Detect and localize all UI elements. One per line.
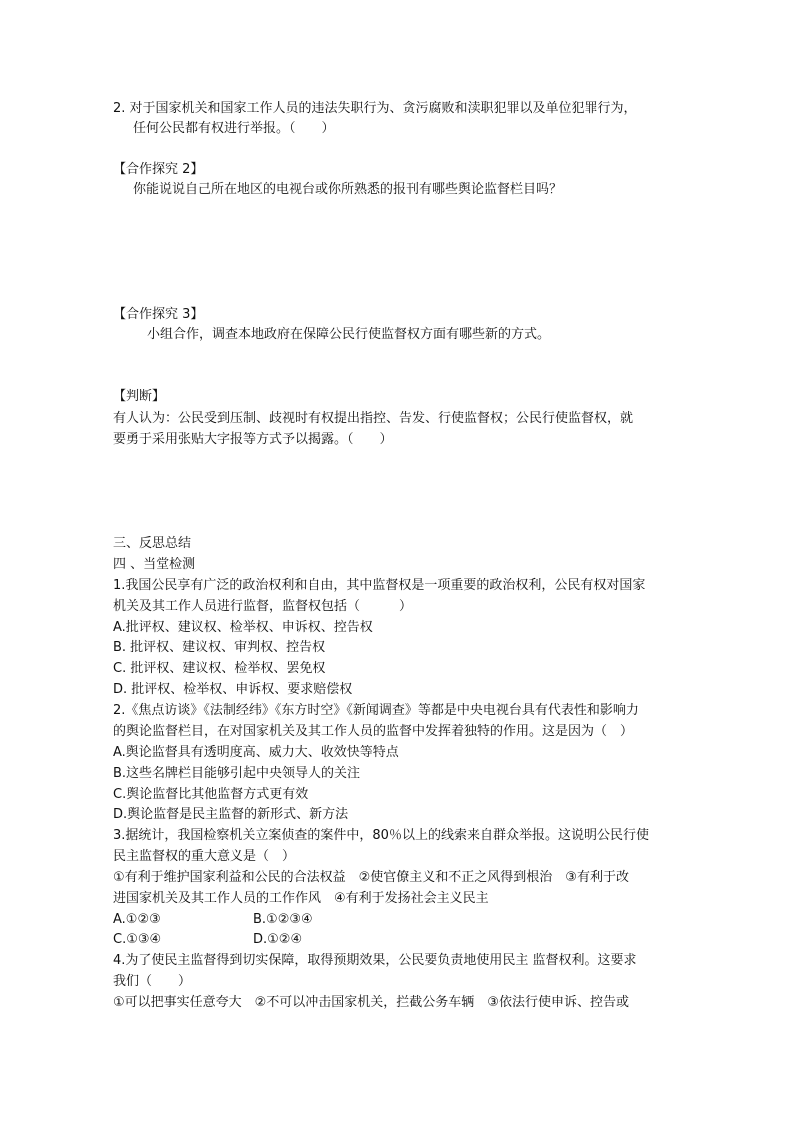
test-q2-option-a: A.舆论监督具有透明度高、威力大、收效快等特点	[113, 745, 399, 760]
heading-reflection-summary: 三、反思总结	[113, 536, 192, 551]
test-q1-option-c: C. 批评权、建议权、检举权、罢免权	[113, 661, 326, 676]
heading-cooperative-explore-2: 【合作探究 2】	[113, 162, 204, 177]
test-q3-option-c: C.①③④	[113, 932, 162, 947]
test-q2-option-b: B.这些名牌栏目能够引起中央领导人的关注	[113, 766, 361, 781]
test-q4-line-2: 我们（ ）	[113, 974, 192, 989]
judgment-line-1: 有人认为：公民受到压制、歧视时有权提出指控、告发、行使监督权；公民行使监督权，就	[113, 411, 634, 426]
test-q3-line-4: 进国家机关及其工作人员的工作作风 ④有利于发扬社会主义民主	[113, 891, 489, 906]
explore-3-text: 小组合作，调查本地政府在保障公民行使监督权方面有哪些新的方式。	[147, 327, 551, 342]
test-q1-line-2: 机关及其工作人员进行监督，监督权包括（ ）	[113, 599, 413, 614]
question-2-line-2: 任何公民都有权进行举报。（ ）	[133, 121, 335, 136]
test-q1-line-1: 1.我国公民享有广泛的政治权利和自由，其中监督权是一项重要的政治权利，公民有权对国家	[113, 578, 646, 593]
test-q3-option-a: A.①②③	[113, 912, 161, 927]
test-q1-option-a: A.批评权、建议权、检举权、申诉权、控告权	[113, 620, 373, 635]
judgment-line-2: 要勇于采用张贴大字报等方式予以揭露。（ ）	[113, 432, 393, 447]
test-q4-line-3: ①可以把事实任意夸大 ②不可以冲击国家机关，拦截公务车辆 ③依法行使申诉、控告或	[113, 995, 629, 1010]
heading-cooperative-explore-3: 【合作探究 3】	[113, 307, 204, 322]
heading-judgment: 【判断】	[113, 389, 166, 404]
test-q4-line-1: 4.为了使民主监督得到切实保障，取得预期效果，公民要负责地使用民主 监督权利。这要求	[113, 953, 637, 968]
test-q3-line-1: 3.据统计，我国检察机关立案侦查的案件中，80％以上的线索来自群众举报。这说明公民行使	[113, 828, 649, 843]
test-q2-option-d: D.舆论监督是民主监督的新形式、新方法	[113, 807, 349, 822]
test-q2-line-2: 的舆论监督栏目，在对国家机关及其工作人员的监督中发挥着独特的作用。这是因为（ ）	[113, 724, 634, 739]
explore-2-text: 你能说说自己所在地区的电视台或你所熟悉的报刊有哪些舆论监督栏目吗？	[133, 182, 563, 197]
test-q1-option-d: D. 批评权、检举权、申诉权、要求赔偿权	[113, 682, 353, 697]
test-q3-line-2: 民主监督权的重大意义是（ ）	[113, 849, 296, 864]
heading-classroom-test: 四 、当堂检测	[113, 557, 196, 572]
test-q3-line-3: ①有利于维护国家利益和公民的合法权益 ②使官僚主义和不正之风得到根治 ③有利于改	[113, 870, 629, 885]
test-q3-option-b: B.①②③④	[253, 912, 313, 927]
test-q1-option-b: B. 批评权、建议权、审判权、控告权	[113, 640, 326, 655]
question-2-line-1: 2. 对于国家机关和国家工作人员的违法失职行为、贪污腐败和渎职犯罪以及单位犯罪行为，	[113, 101, 637, 116]
test-q2-option-c: C.舆论监督比其他监督方式更有效	[113, 787, 309, 802]
test-q3-option-d: D.①②④	[253, 932, 303, 947]
test-q2-line-1: 2.《焦点访谈》《法制经纬》《东方时空》《新闻调查》等都是中央电视台具有代表性和影响力	[113, 703, 639, 718]
